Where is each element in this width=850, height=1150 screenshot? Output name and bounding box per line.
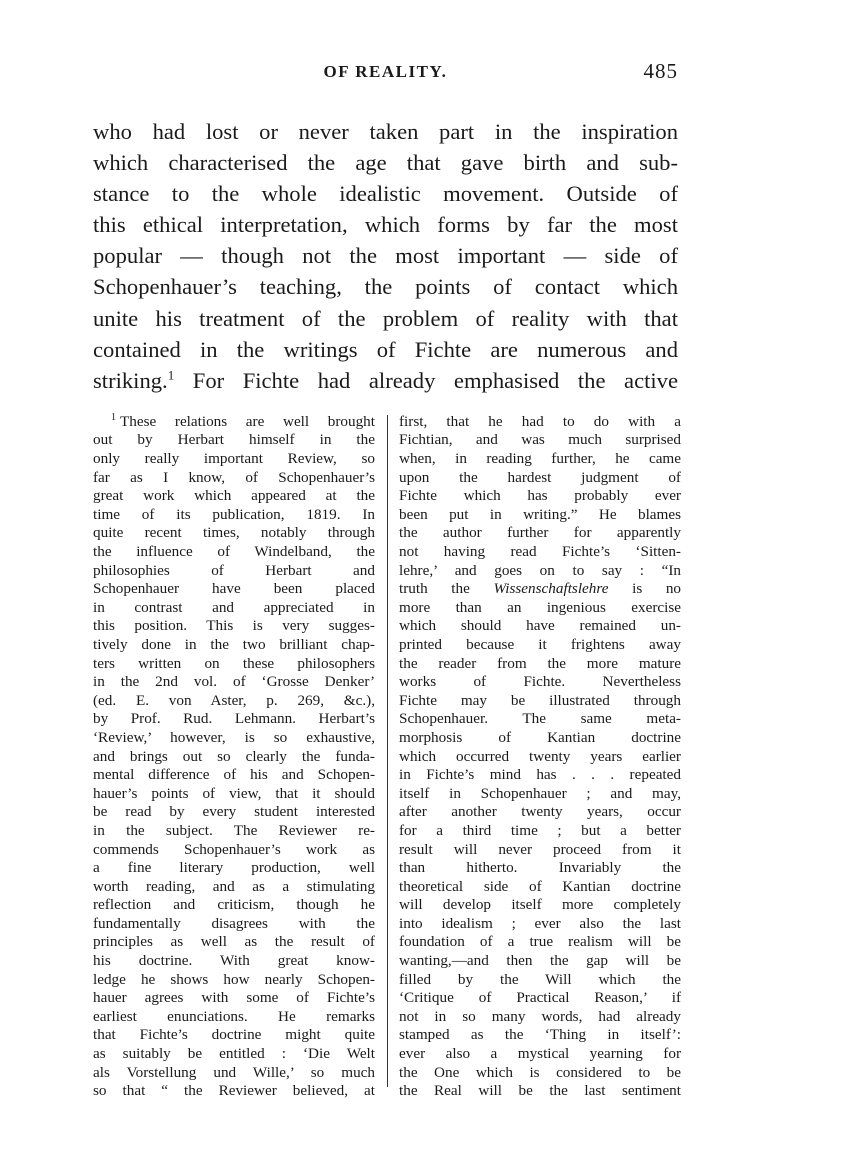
body-line: which characterised the age that gave birth and sub-	[93, 150, 678, 176]
column-divider	[387, 415, 388, 1087]
body-line-start: striking.	[93, 367, 168, 393]
footnote-line: the author further for apparently	[399, 524, 681, 542]
footnote-line: the One which is considered to be	[399, 1063, 681, 1081]
footnote-line: Fichte may be illustrated through	[399, 691, 681, 709]
body-line: stance to the whole idealistic movement. Outside of	[93, 181, 678, 207]
footnote-line: ledge he shows how nearly Schopen-	[93, 970, 375, 988]
footnote-line: upon the hardest judgment of	[399, 468, 681, 486]
body-paragraph	[93, 116, 678, 396]
footnote-line: ‘Critique of Practical Reason,’ if	[399, 989, 681, 1007]
body-line: who had lost or never taken part in the inspiration	[93, 119, 678, 144]
footnote-line	[399, 580, 681, 599]
page-number: 485	[643, 59, 678, 83]
footnote-line: the Real will be the last sentiment	[399, 1082, 681, 1100]
running-head-title: OF REALITY.	[323, 62, 448, 81]
footnote-line-text: These relations are well brought	[120, 412, 375, 430]
footnote-line: mental difference of his and Schopen-	[93, 766, 375, 784]
footnote-line: a fine literary production, well	[93, 859, 375, 877]
footnote-area	[93, 411, 682, 1100]
footnote-line: wanting,—and then the gap will be	[399, 952, 681, 970]
footnote-line: Fichtian, and was much surprised	[399, 431, 681, 449]
book-page	[93, 58, 682, 1100]
body-line: Schopenhauer’s teaching, the points of contact which	[93, 274, 678, 300]
footnote-line: time of its publication, 1819. In	[93, 505, 375, 523]
footnote-line: and brings out so clearly the funda-	[93, 747, 375, 765]
footnote-line: in contrast and appreciated in	[93, 598, 375, 616]
body-line-last	[93, 365, 678, 396]
footnote-line: for a third time ; but a better	[399, 821, 681, 839]
footnote-line: works of Fichte. Nevertheless	[399, 673, 681, 691]
footnote-line: als Vorstellung und Wille,’ so much	[93, 1063, 375, 1081]
italic-term: Wissenschaftslehre	[493, 580, 609, 598]
footnote-line: far as I know, of Schopenhauer’s	[93, 468, 375, 486]
footnote-line: as suitably be entitled : ‘Die Welt	[93, 1045, 375, 1063]
footnote-line: theoretical side of Kantian doctrine	[399, 877, 681, 895]
footnote-marker: 1	[111, 411, 116, 423]
footnote-line: fundamentally disagrees with the	[93, 914, 375, 932]
footnote-line: foundation of a true realism will be	[399, 933, 681, 951]
footnote-line: principles as well as the result of	[93, 933, 375, 951]
footnote-line: morphosis of Kantian doctrine	[399, 728, 681, 746]
footnote-line: result will never proceed from it	[399, 840, 681, 858]
footnote-line: itself in Schopenhauer ; and may,	[399, 784, 681, 802]
footnote-line: philosophies of Herbart and	[93, 561, 375, 579]
footnote-line: into idealism ; ever also the last	[399, 914, 681, 932]
footnote-line: great work which appeared at the	[93, 487, 375, 505]
footnote-line: after another twenty years, occur	[399, 803, 681, 821]
footnote-line: earliest enunciations. He remarks	[93, 1007, 375, 1025]
footnote-line: worth reading, and as a stimulating	[93, 877, 375, 895]
footnote-line: tively done in the two brilliant chap-	[93, 635, 375, 653]
footnote-line: be read by every student interested	[93, 803, 375, 821]
footnote-line: ever also a mystical yearning for	[399, 1045, 681, 1063]
footnote-line: printed because it frightens away	[399, 635, 681, 653]
footnote-line: the reader from the more mature	[399, 654, 681, 672]
footnote-line: lehre,’ and goes on to say : “In	[399, 561, 681, 579]
body-line-rest: For Fichte had already emphasised the active	[192, 367, 678, 393]
footnote-line: stamped as the ‘Thing in itself’:	[399, 1026, 681, 1044]
footnote-line-suffix: is no	[632, 580, 682, 598]
footnote-reference: 1	[167, 367, 175, 383]
footnote-line: when, in reading further, he came	[399, 450, 681, 468]
footnote-line: reflection and criticism, though he	[93, 896, 375, 914]
footnote-line: more than an ingenious exercise	[399, 598, 681, 616]
footnote-line: his doctrine. With great know-	[93, 952, 375, 970]
footnote-line: commends Schopenhauer’s work as	[93, 840, 375, 858]
body-line: popular — though not the most important — side of	[93, 243, 678, 269]
footnote-line: ters written on these philosophers	[93, 654, 375, 672]
footnote-line: so that “ the Reviewer believed, at	[93, 1082, 375, 1100]
footnote-column-left	[93, 413, 375, 1101]
footnote-line: this position. This is very sugges-	[93, 617, 375, 635]
footnote-line: filled by the Will which the	[399, 970, 681, 988]
footnote-line: in the subject. The Reviewer re-	[93, 821, 375, 839]
footnote-line: first, that he had to do with a	[399, 412, 681, 430]
body-line: unite his treatment of the problem of reality with that	[93, 305, 678, 331]
footnote-line: only really important Review, so	[93, 450, 375, 468]
footnote-column-right	[399, 413, 681, 1101]
footnote-line: the influence of Windelband, the	[93, 543, 375, 560]
footnote-line: in Fichte’s mind has . . . repeated	[399, 766, 681, 784]
footnote-line: (ed. E. von Aster, p. 269, &c.),	[93, 691, 375, 709]
footnote-line: Fichte which has probably ever	[399, 487, 681, 505]
footnote-line: not having read Fichte’s ‘Sitten-	[399, 543, 681, 560]
body-line: contained in the writings of Fichte are numerous and	[93, 336, 678, 362]
footnote-line: Schopenhauer have been placed	[93, 580, 375, 598]
footnote-line: Schopenhauer. The same meta-	[399, 710, 681, 728]
footnote-line-prefix: truth the	[399, 580, 470, 598]
footnote-line: quite recent times, notably through	[93, 524, 375, 542]
footnote-line: that Fichte’s doctrine might quite	[93, 1026, 375, 1044]
footnote-line: out by Herbart himself in the	[93, 431, 375, 449]
footnote-line	[93, 413, 375, 432]
running-head	[93, 58, 678, 94]
footnote-line: in the 2nd vol. of ‘Grosse Denker’	[93, 673, 375, 691]
body-line: this ethical interpretation, which forms by far the most	[93, 212, 678, 238]
footnote-line: which occurred twenty years earlier	[399, 747, 681, 765]
footnote-line: hauer agrees with some of Fichte’s	[93, 989, 375, 1007]
footnote-line: than hitherto. Invariably the	[399, 859, 681, 877]
footnote-line: hauer’s points of view, that it should	[93, 784, 375, 802]
footnote-line: not in so many words, had already	[399, 1007, 681, 1025]
footnote-line: will develop itself more completely	[399, 896, 681, 914]
footnote-line: been put in writing.” He blames	[399, 505, 681, 523]
footnote-line: by Prof. Rud. Lehmann. Herbart’s	[93, 710, 375, 728]
footnote-line: which should have remained un-	[399, 617, 681, 635]
footnote-line: ‘Review,’ however, is so exhaustive,	[93, 728, 375, 746]
